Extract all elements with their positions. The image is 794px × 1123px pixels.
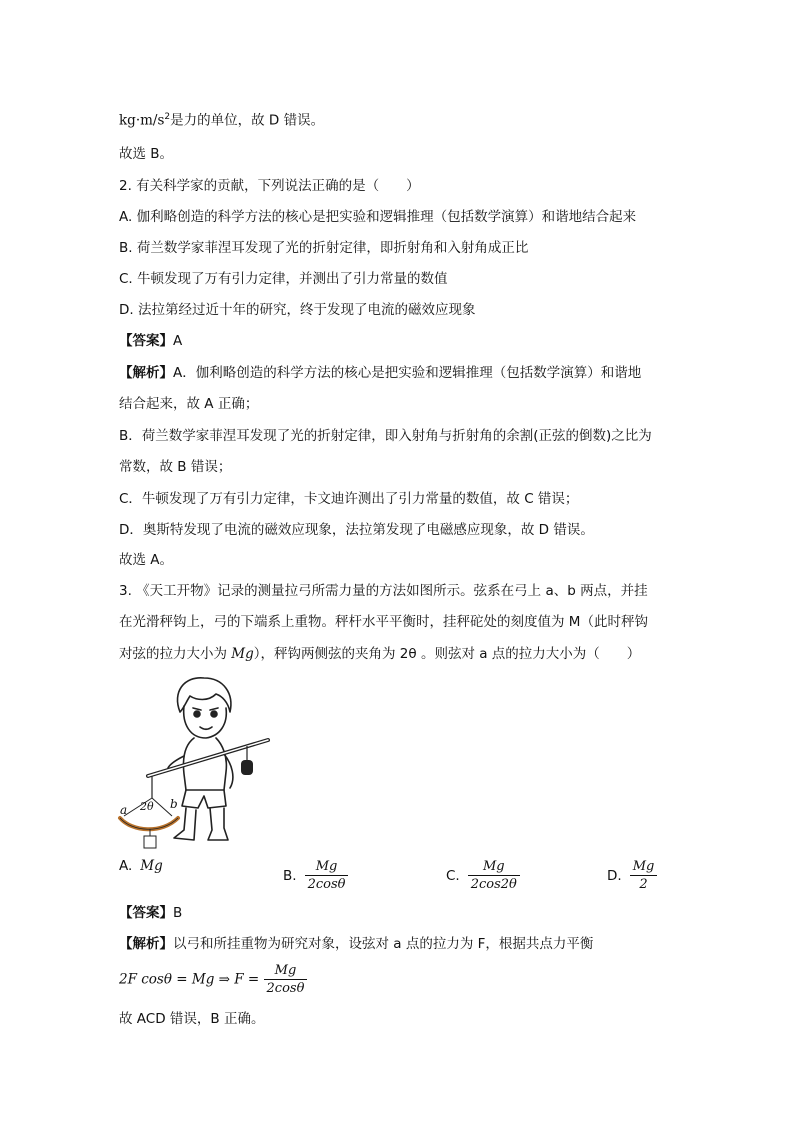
q3-analysis [119,935,593,953]
q3-option-d-num: Mg [630,858,658,876]
q3-answer [119,904,182,922]
q3-stem-line-3-b: ），秤钩两侧弦的夹角为 2θ 。则弦对 a 点的拉力大小为（ ） [253,646,641,662]
q3-option-c-fraction [468,858,520,893]
q3-answer-label: 【答案】 [119,905,173,921]
q3-option-a-value: Mg [140,858,163,874]
q2-analysis-line-6: D．奥斯特发现了电流的磁效应现象，法拉第发现了电磁感应现象，故 D 错误。 [119,522,594,538]
q3-option-d-label: D. [607,867,622,884]
q3-mg-symbol: Mg [231,646,254,662]
q2-conclusion: 故选 A。 [119,552,174,568]
q2-option-b: B. 荷兰数学家菲涅耳发现了光的折射定律，即折射角和入射角成正比 [119,240,529,256]
steelyard-bow-figure [112,672,272,852]
q2-analysis-line-3: B．荷兰数学家菲涅耳发现了光的折射定律，即入射角与折射角的余割(正弦的倒数)之比为 [119,428,652,444]
q3-answer-value: B [173,905,183,921]
q2-option-d: D. 法拉第经过近十年的研究，终于发现了电流的磁效应现象 [119,302,476,318]
q2-analysis-label: 【解析】 [119,365,173,381]
q2-analysis-line-5: C．牛顿发现了万有引力定律，卡文迪许测出了引力常量的数值，故 C 错误； [119,491,579,507]
q3-option-b-label: B. [283,867,297,884]
q2-analysis-line-2: 结合起来，故 A 正确； [119,396,259,412]
q3-stem-line-2: 在光滑秤钩上，弓的下端系上重物。秤杆水平平衡时，挂秤砣处的刻度值为 M（此时秤钩 [119,614,648,630]
q3-option-c-num: Mg [468,858,520,876]
q2-answer-value: A [173,333,183,349]
q3-option-d-fraction [630,858,658,893]
q2-analysis-text-1: A．伽利略创造的科学方法的核心是把实验和逻辑推理（包括数学演算）和谐地 [173,365,642,381]
q3-formula-left: 2F cosθ = Mg ⇒ F = [119,971,260,988]
q3-formula-den: 2cosθ [266,981,305,996]
q3-option-d-den: 2 [639,877,648,892]
q3-option-b-num: Mg [305,858,349,876]
q3-formula-fraction [264,962,308,997]
q2-option-c: C. 牛顿发现了万有引力定律，并测出了引力常量的数值 [119,271,448,287]
q3-formula [119,962,307,997]
q2-answer-label: 【答案】 [119,333,173,349]
q3-option-b [283,858,348,893]
q3-option-c-den: 2cos2θ [470,877,517,892]
q3-option-b-den: 2cosθ [307,877,346,892]
q3-conclusion: 故 ACD 错误，B 正确。 [119,1011,265,1027]
q3-analysis-text: 以弓和所挂重物为研究对象，设弦对 a 点的拉力为 F，根据共点力平衡 [173,936,594,952]
q2-answer [119,332,182,350]
unit-expression: kg·m/s [119,112,165,129]
q2-analysis-line-1 [119,364,641,382]
unit-text: 是力的单位，故 D 错误。 [170,112,325,129]
q3-option-c [446,858,520,893]
figure-label-b: b [170,797,178,811]
q2-option-a: A. 伽利略创造的科学方法的核心是把实验和逻辑推理（包括数学演算）和谐地结合起来 [119,209,637,225]
q3-stem-line-1: 3. 《天工开物》记录的测量拉弓所需力量的方法如图所示。弦系在弓上 a、b 两点，并挂 [119,583,648,599]
figure-label-angle: 2θ [140,800,154,813]
q3-option-a [119,858,163,874]
q3-stem-line-3 [119,645,640,663]
q3-stem-line-3-a: 对弦的拉力大小为 [119,646,232,662]
q2-analysis-line-4: 常数，故 B 错误； [119,459,232,475]
figure-label-a: a [120,803,128,817]
q3-formula-num: Mg [264,962,308,980]
q2-stem: 2. 有关科学家的贡献，下列说法正确的是（ ） [119,178,420,194]
q3-analysis-label: 【解析】 [119,936,173,952]
prev-conclusion: 故选 B。 [119,146,174,162]
q3-option-b-fraction [305,858,349,893]
q3-option-d [607,858,657,893]
unit-exponent: 2 [164,112,171,122]
q3-option-c-label: C. [446,867,460,884]
q3-option-a-label: A. [119,858,133,874]
prev-unit-line [119,108,324,130]
